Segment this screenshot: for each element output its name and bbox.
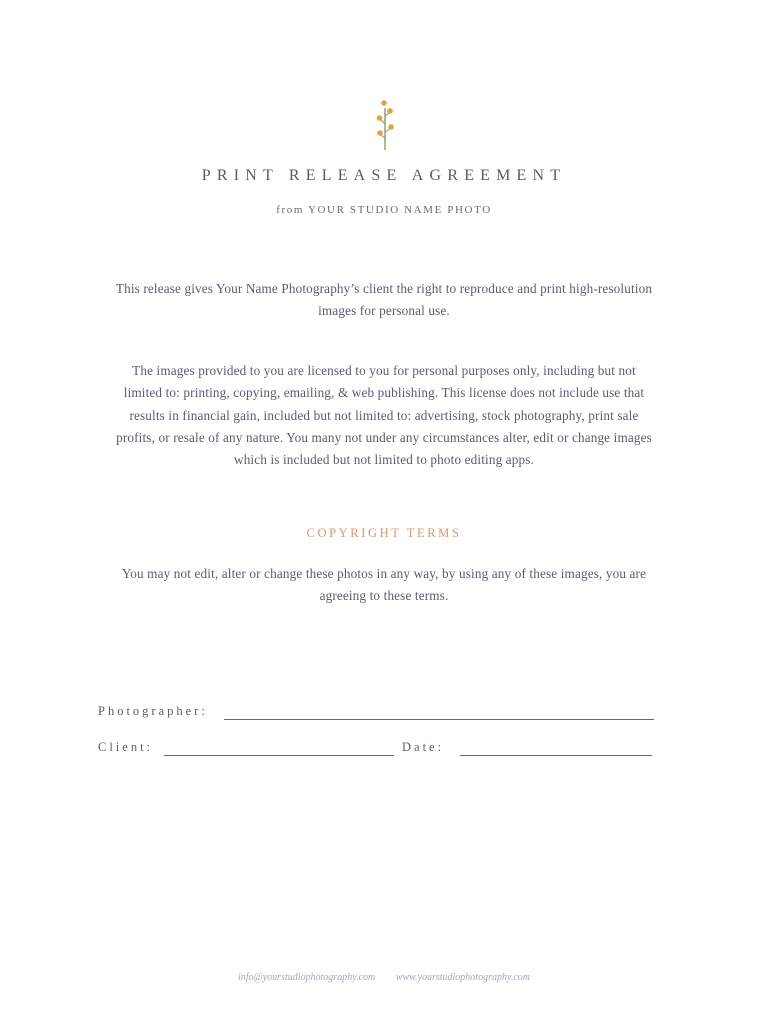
photographer-label: Photographer:: [98, 704, 208, 718]
date-signature-line[interactable]: [460, 755, 652, 756]
page-subtitle: from YOUR STUDIO NAME PHOTO: [276, 204, 492, 216]
page-title: PRINT RELEASE AGREEMENT: [201, 167, 567, 184]
copyright-paragraph: You may not edit, alter or change these photos in any way, by using any of these images, you are agreeing to these terms.: [121, 566, 647, 604]
intro-paragraph: This release gives Your Name Photography’s client the right to reproduce and print high-resolution images for personal use.: [115, 281, 653, 319]
client-label: Client:: [98, 740, 154, 754]
copyright-heading: COPYRIGHT TERMS: [306, 526, 462, 540]
footer-website-link[interactable]: www.yourstudiophotography.com: [395, 972, 531, 983]
sprig-icon: [374, 98, 396, 152]
client-date-signature-row: [98, 740, 654, 760]
footer-contact: [0, 972, 768, 983]
footer-email-link[interactable]: info@yourstudiophotography.com: [237, 972, 376, 983]
date-label: Date:: [402, 740, 445, 754]
photographer-signature-line[interactable]: [224, 719, 654, 720]
license-paragraph: The images provided to you are licensed to you for personal purposes only, including but not limited to: printing, copying, emailing, & web publishing. This license does not include use that results in financial gain, included but not limited to: advertising, stock photography, print sale profits, or resale of any nature. You many not under any circumstances alter, edit or change images which is included but not limited to photo editing apps.: [116, 363, 652, 468]
client-signature-line[interactable]: [164, 755, 394, 756]
photographer-signature-row: [98, 704, 654, 724]
